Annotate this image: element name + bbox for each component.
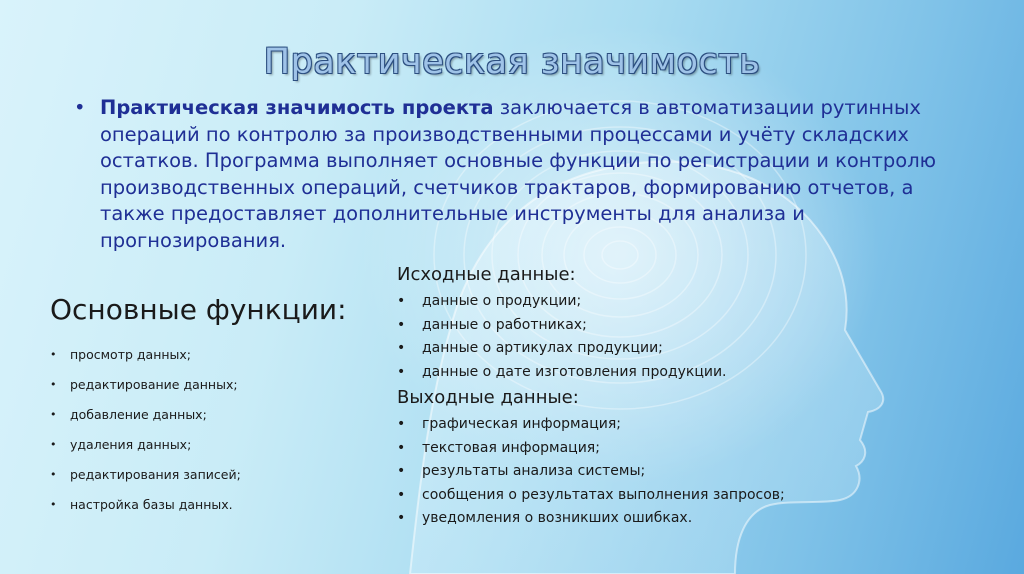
functions-list [50, 340, 241, 520]
function-item: • просмотр данных; [50, 340, 241, 370]
output-data-list [397, 413, 785, 531]
function-item: • редактирования записей; [50, 460, 241, 490]
input-data-list [397, 290, 727, 384]
input-data-item: • данные о продукции; [397, 290, 727, 314]
intro-bold-lead: Практическая значимость проекта [100, 96, 494, 119]
function-item: • удаления данных; [50, 430, 241, 460]
functions-heading: Основные функции: [50, 293, 347, 326]
input-data-item: • данные о артикулах продукции; [397, 337, 727, 361]
output-data-item: • сообщения о результатах выполнения запросов; [397, 484, 785, 508]
function-item: • редактирование данных; [50, 370, 241, 400]
input-data-heading: Исходные данные: [397, 264, 576, 285]
output-data-item: • текстовая информация; [397, 437, 785, 461]
output-data-item: • уведомления о возникших ошибках. [397, 507, 785, 531]
input-data-item: • данные о дате изготовления продукции. [397, 361, 727, 385]
intro-bullet: • [74, 96, 86, 119]
input-data-item: • данные о работниках; [397, 314, 727, 338]
output-data-item: • графическая информация; [397, 413, 785, 437]
intro-rest: заключается в автоматизации рутинных операций по контролю за производственными процессами и учёту складских остатков. Программа выполняет основные функции по регистрации и контролю производственных операций, счетчиков трактаров, формированию отчетов, а также предоставляет дополнительные инструменты для анализа и прогнозирования. [100, 96, 937, 252]
function-item: • настройка базы данных. [50, 490, 241, 520]
output-data-heading: Выходные данные: [397, 387, 579, 408]
function-item: • добавление данных; [50, 400, 241, 430]
intro-paragraph [74, 95, 974, 254]
intro-text [100, 95, 974, 254]
slide-title: Практическая значимость [263, 42, 761, 82]
output-data-item: • результаты анализа системы; [397, 460, 785, 484]
